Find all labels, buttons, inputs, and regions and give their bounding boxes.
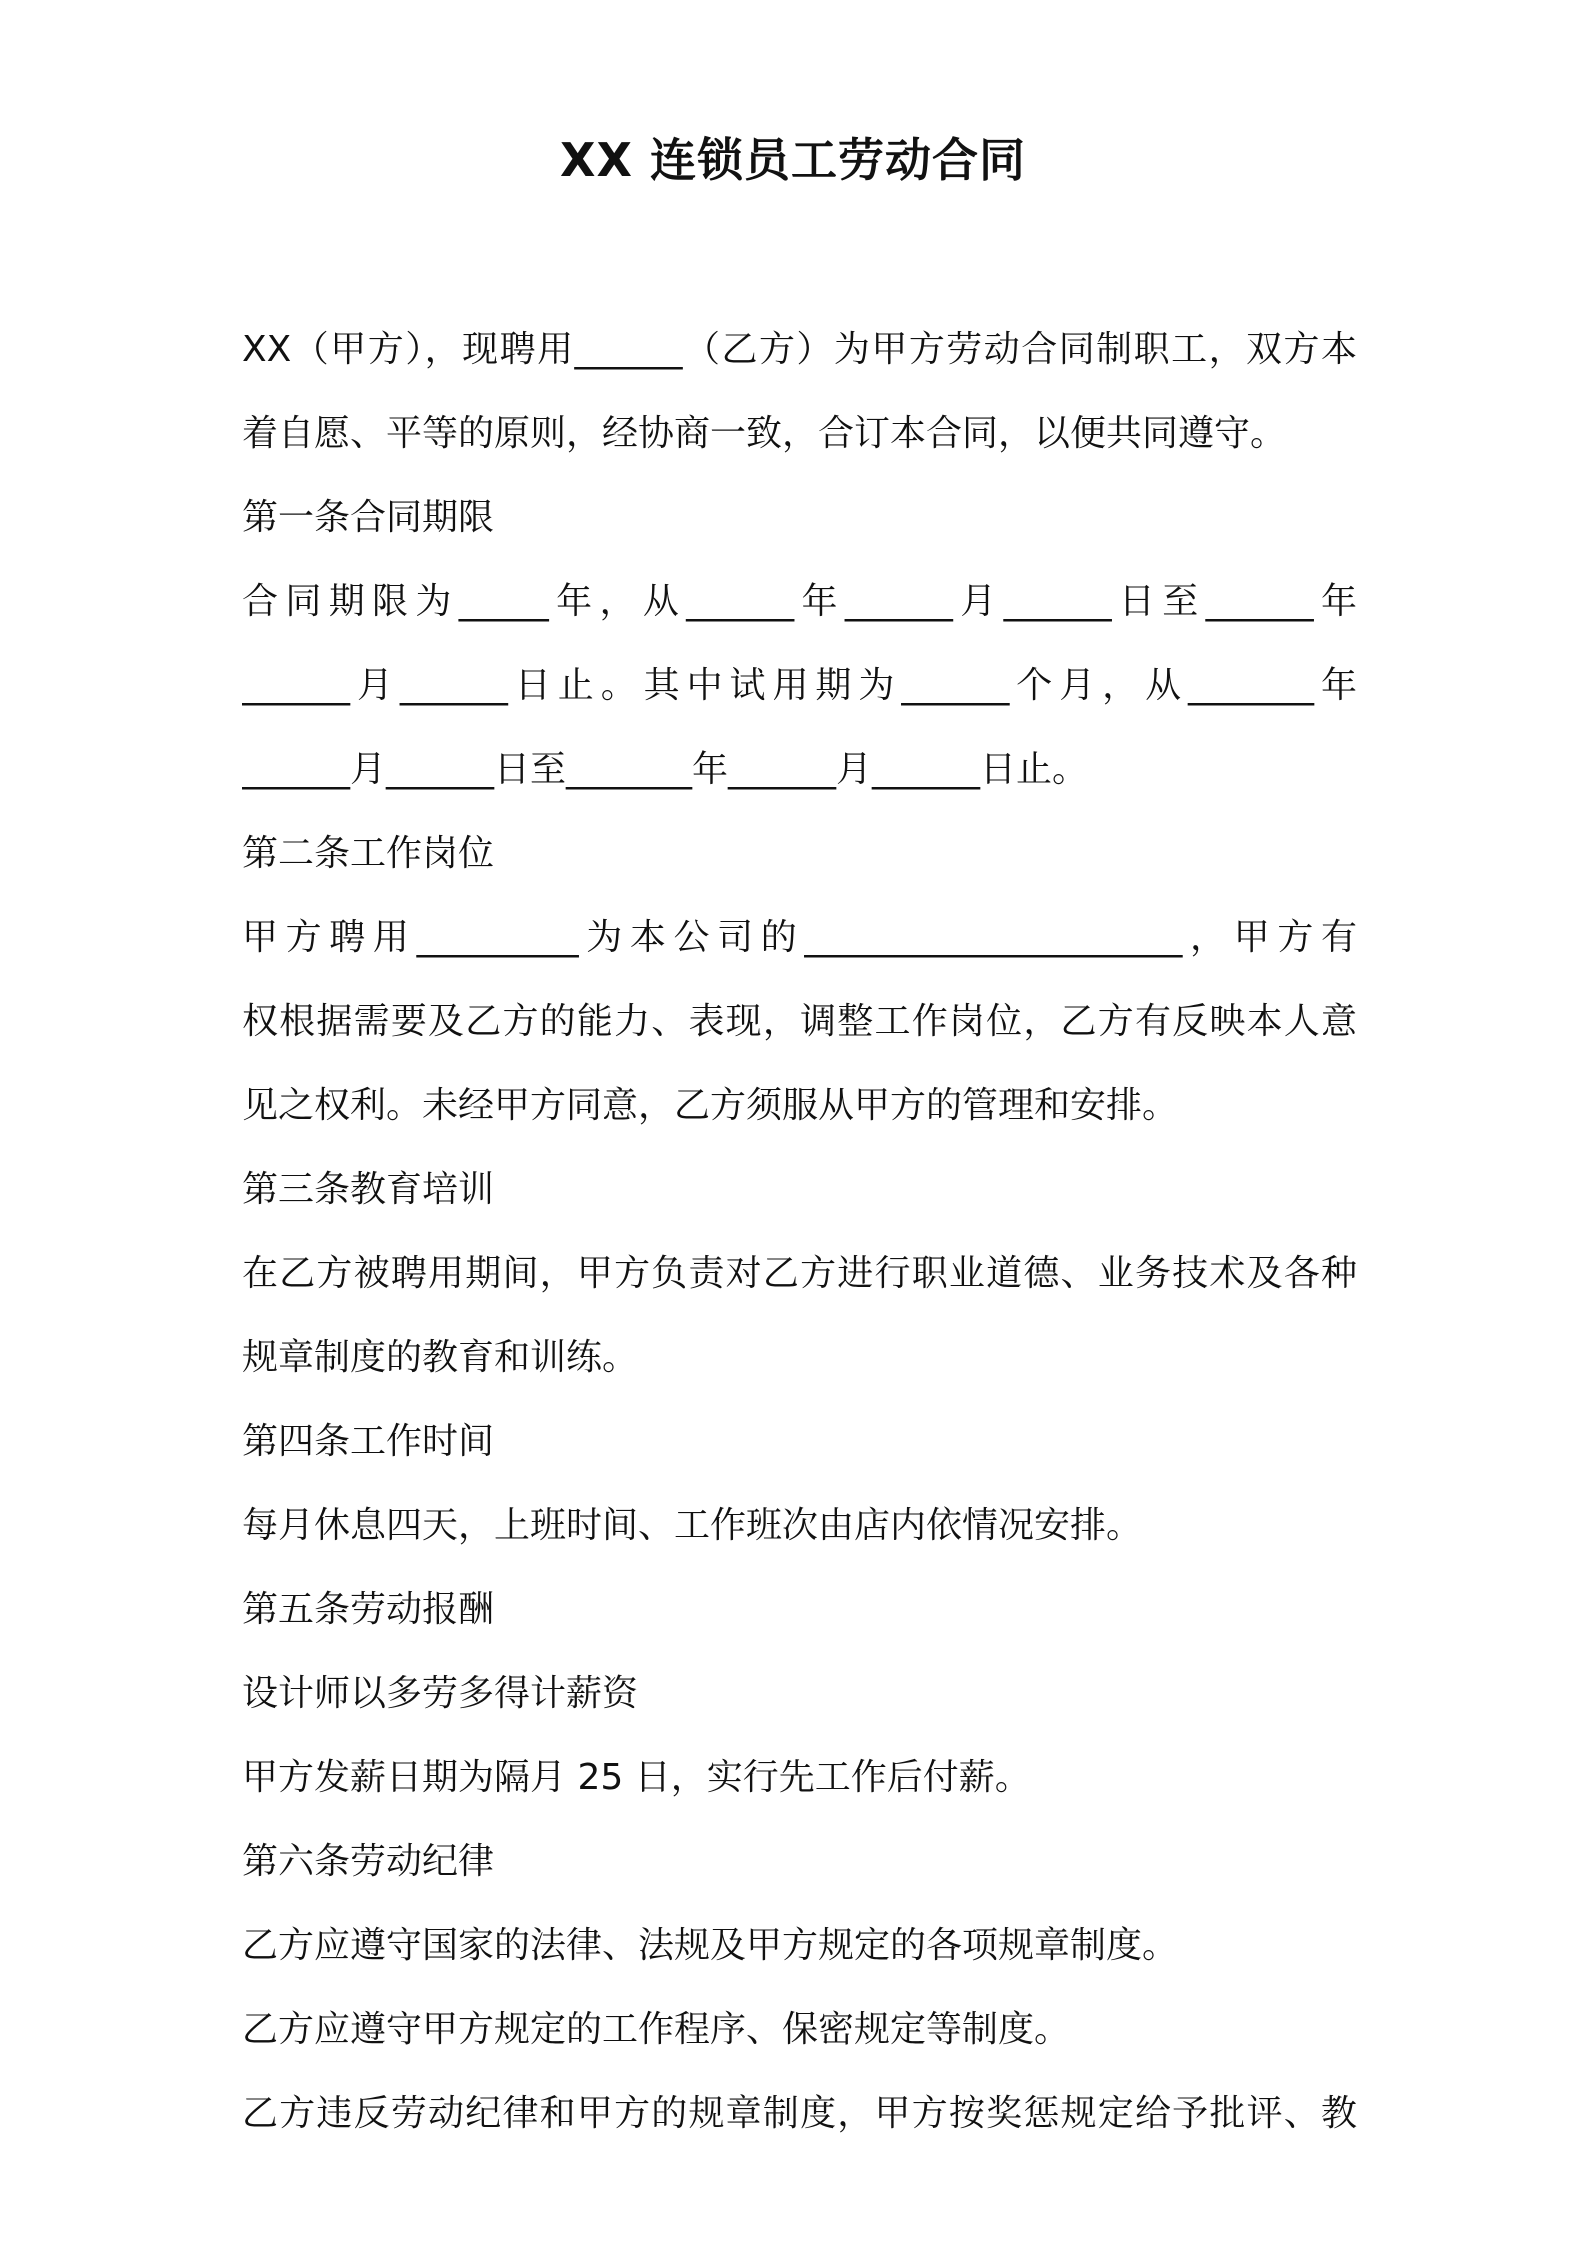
article-2-line-2: 权根据需要及乙方的能力、表现，调整工作岗位，乙方有反映本人意 [242, 1001, 1357, 1042]
article-6-line-3: 乙方违反劳动纪律和甲方的规章制度，甲方按奖惩规定给予批评、教 [242, 2093, 1357, 2134]
article-5-heading: 第五条劳动报酬 [242, 1589, 495, 1630]
article-4-line-1: 每月休息四天，上班时间、工作班次由店内依情况安排。 [242, 1505, 1143, 1546]
article-5-line-2: 甲方发薪日期为隔月 25 日，实行先工作后付薪。 [242, 1757, 1031, 1798]
article-6-heading: 第六条劳动纪律 [242, 1841, 495, 1882]
article-1-line-2: ______月______日止。其中试用期为______个月，从_______年 [242, 665, 1357, 706]
document-title: XX 连锁员工劳动合同 [560, 133, 1026, 187]
article-1-heading: 第一条合同期限 [242, 497, 495, 538]
article-3-line-1: 在乙方被聘用期间，甲方负责对乙方进行职业道德、业务技术及各种 [242, 1253, 1357, 1294]
article-5-line-1: 设计师以多劳多得计薪资 [242, 1673, 639, 1714]
article-2-line-3: 见之权利。未经甲方同意，乙方须服从甲方的管理和安排。 [242, 1085, 1179, 1126]
article-6-line-2: 乙方应遵守甲方规定的工作程序、保密规定等制度。 [242, 2009, 1071, 2050]
article-3-heading: 第三条教育培训 [242, 1169, 495, 1210]
intro-line-2: 着自愿、平等的原则，经协商一致，合订本合同，以便共同遵守。 [242, 413, 1287, 454]
article-4-heading: 第四条工作时间 [242, 1421, 495, 1462]
intro-line-1: XX（甲方），现聘用______（乙方）为甲方劳动合同制职工，双方本 [242, 329, 1357, 370]
article-1-line-1: 合同期限为_____年，从______年______月______日至______年 [242, 581, 1357, 622]
article-6-line-1: 乙方应遵守国家的法律、法规及甲方规定的各项规章制度。 [242, 1925, 1179, 1966]
article-2-heading: 第二条工作岗位 [242, 833, 495, 874]
article-1-line-3: ______月______日至_______年______月______日止。 [242, 749, 1089, 790]
article-2-line-1: 甲方聘用_________为本公司的_____________________，甲方有 [242, 917, 1357, 958]
article-3-line-2: 规章制度的教育和训练。 [242, 1337, 639, 1378]
